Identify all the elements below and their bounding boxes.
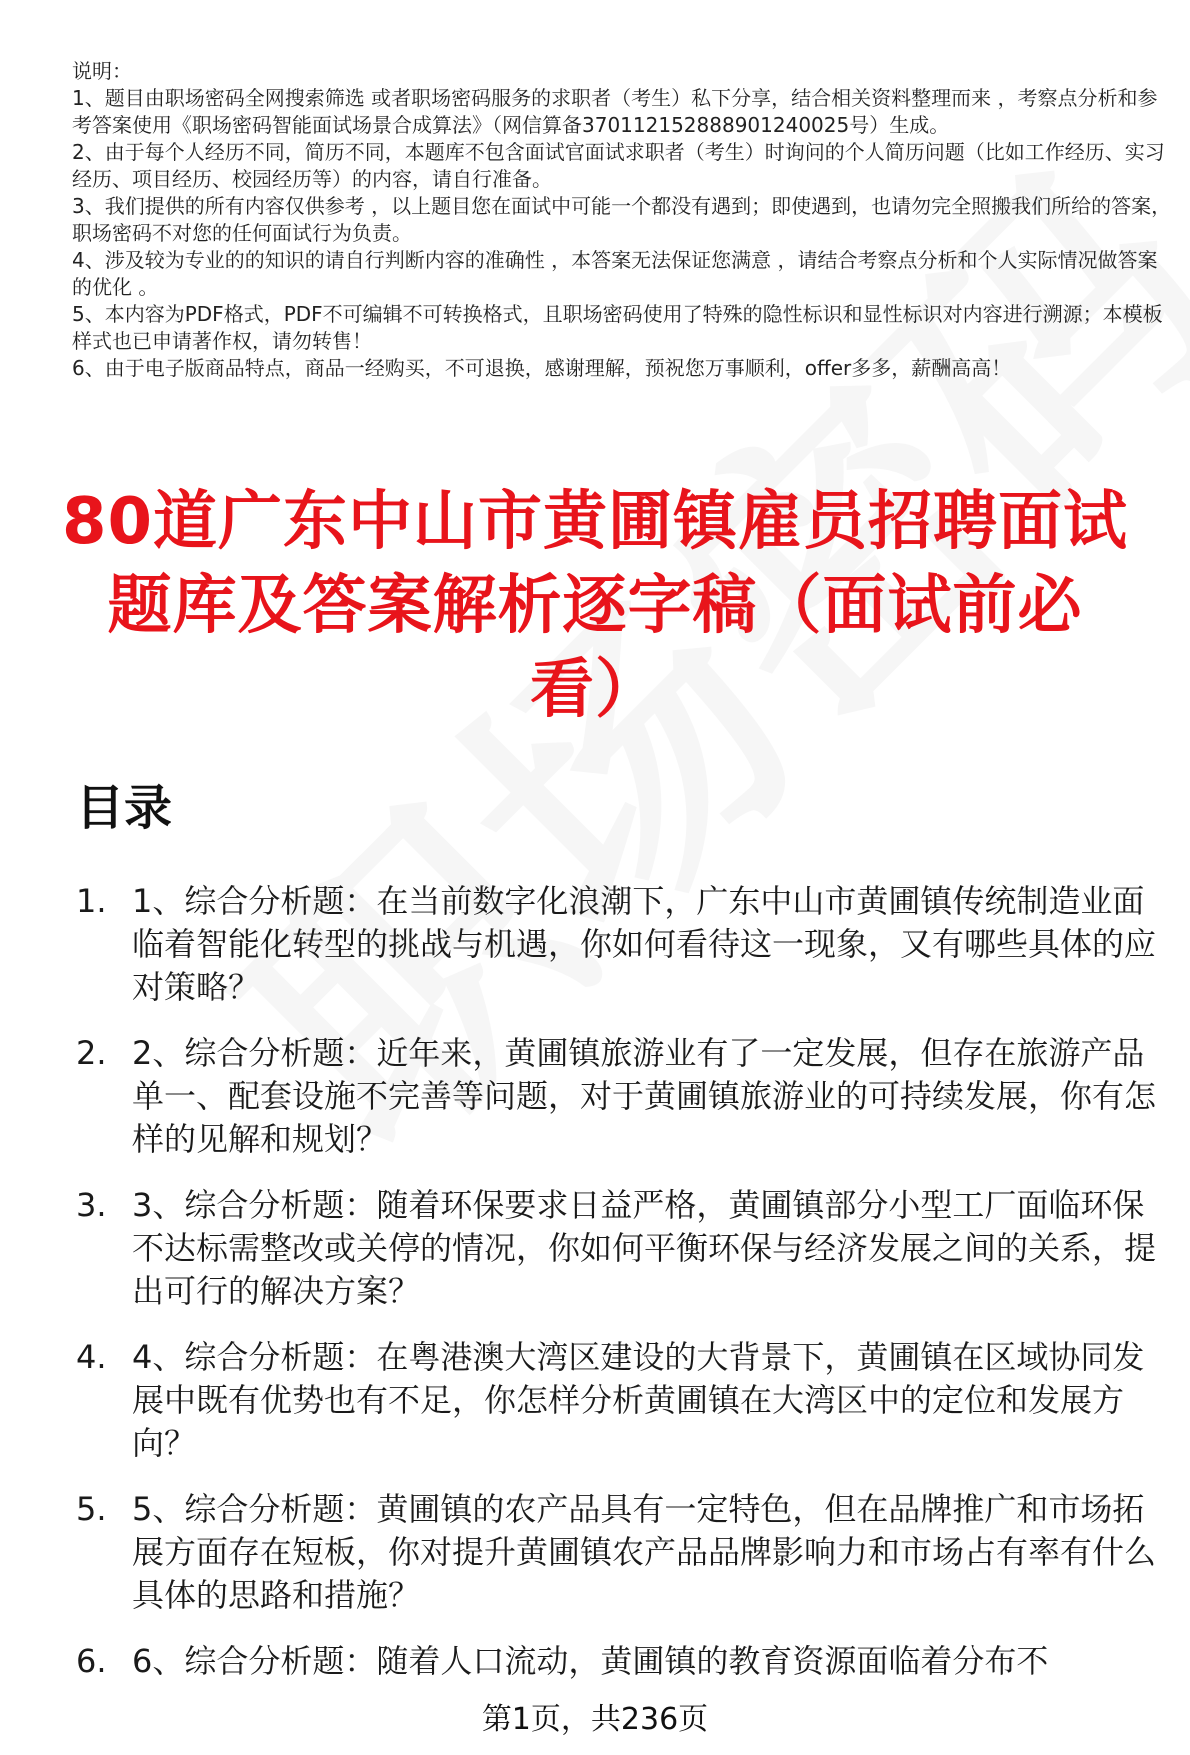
toc-item-text[interactable]: 3、综合分析题：随着环保要求日益严格，黄圃镇部分小型工厂面临环保不达标需整改或关停的情况，你如何平衡环保与经济发展之间的关系，提出可行的解决方案？ — [132, 1186, 1157, 1310]
toc-item-number: 5. — [76, 1490, 107, 1528]
toc-item-text[interactable]: 5、综合分析题：黄圃镇的农产品具有一定特色，但在品牌推广和市场拓展方面存在短板，你对提升黄圃镇农产品品牌影响力和市场占有率有什么具体的思路和措施？ — [132, 1490, 1157, 1614]
note-line-3: 3、我们提供的所有内容仅供参考 ，以上题目您在面试中可能一个都没有遇到；即使遇到，也请勿完全照搬我们所给的答案，职场密码不对您的任何面试行为负责。 — [72, 194, 1172, 245]
toc-item-number: 6. — [76, 1642, 107, 1680]
toc-item-text[interactable]: 4、综合分析题：在粤港澳大湾区建设的大背景下，黄圃镇在区域协同发展中既有优势也有不足，你怎样分析黄圃镇在大湾区中的定位和发展方向？ — [132, 1338, 1145, 1462]
toc-item-1[interactable] — [76, 880, 1176, 1009]
toc-item-number: 4. — [76, 1338, 107, 1376]
toc-item-number: 2. — [76, 1034, 107, 1072]
note-line-4: 4、涉及较为专业的的知识的请自行判断内容的准确性 ，本答案无法保证您满意 ，请结合考察点分析和个人实际情况做答案的优化 。 — [72, 248, 1158, 299]
notes-title: 说明： — [72, 59, 132, 83]
toc-list — [76, 880, 1176, 1706]
note-line-6: 6、由于电子版商品特点，商品一经购买，不可退换，感谢理解，预祝您万事顺利，offer多多，薪酬高高！ — [72, 356, 1012, 380]
toc-item-text[interactable]: 1、综合分析题：在当前数字化浪潮下，广东中山市黄圃镇传统制造业面临着智能化转型的挑战与机遇，你如何看待这一现象，又有哪些具体的应对策略？ — [132, 882, 1157, 1006]
note-line-5: 5、本内容为PDF格式，PDF不可编辑不可转换格式，且职场密码使用了特殊的隐性标识和显性标识对内容进行溯源；本模板样式也已申请著作权，请勿转售！ — [72, 302, 1163, 353]
toc-item-4[interactable] — [76, 1336, 1176, 1465]
page-footer: 第1页，共236页 — [0, 1700, 1190, 1740]
toc-item-text[interactable]: 6、综合分析题：随着人口流动，黄圃镇的教育资源面临着分布不 — [132, 1642, 1049, 1680]
toc-item-5[interactable] — [76, 1488, 1176, 1617]
note-line-2: 2、由于每个人经历不同，简历不同，本题库不包含面试官面试求职者（考生）时询问的个人简历问题（比如工作经历、实习经历、项目经历、校园经历等）的内容，请自行准备。 — [72, 140, 1165, 191]
toc-item-number: 1. — [76, 882, 107, 920]
toc-heading: 目录 — [76, 780, 173, 836]
toc-item-6[interactable] — [76, 1640, 1176, 1683]
note-line-1: 1、题目由职场密码全网搜索筛选 或者职场密码服务的求职者（考生）私下分享，结合相关资料整理而来 ，考察点分析和参考答案使用《职场密码智能面试场景合成算法》（网信算备370112152888901240025号）生成。 — [72, 86, 1158, 137]
document-title: 80道广东中山市黄圃镇雇员招聘面试题库及答案解析逐字稿（面试前必看） — [61, 485, 1129, 727]
toc-item-2[interactable] — [76, 1032, 1176, 1161]
toc-item-number: 3. — [76, 1186, 107, 1224]
toc-item-text[interactable]: 2、综合分析题：近年来，黄圃镇旅游业有了一定发展，但存在旅游产品单一、配套设施不完善等问题，对于黄圃镇旅游业的可持续发展，你有怎样的见解和规划？ — [132, 1034, 1157, 1158]
notes-section — [72, 58, 1172, 382]
toc-item-3[interactable] — [76, 1184, 1176, 1313]
